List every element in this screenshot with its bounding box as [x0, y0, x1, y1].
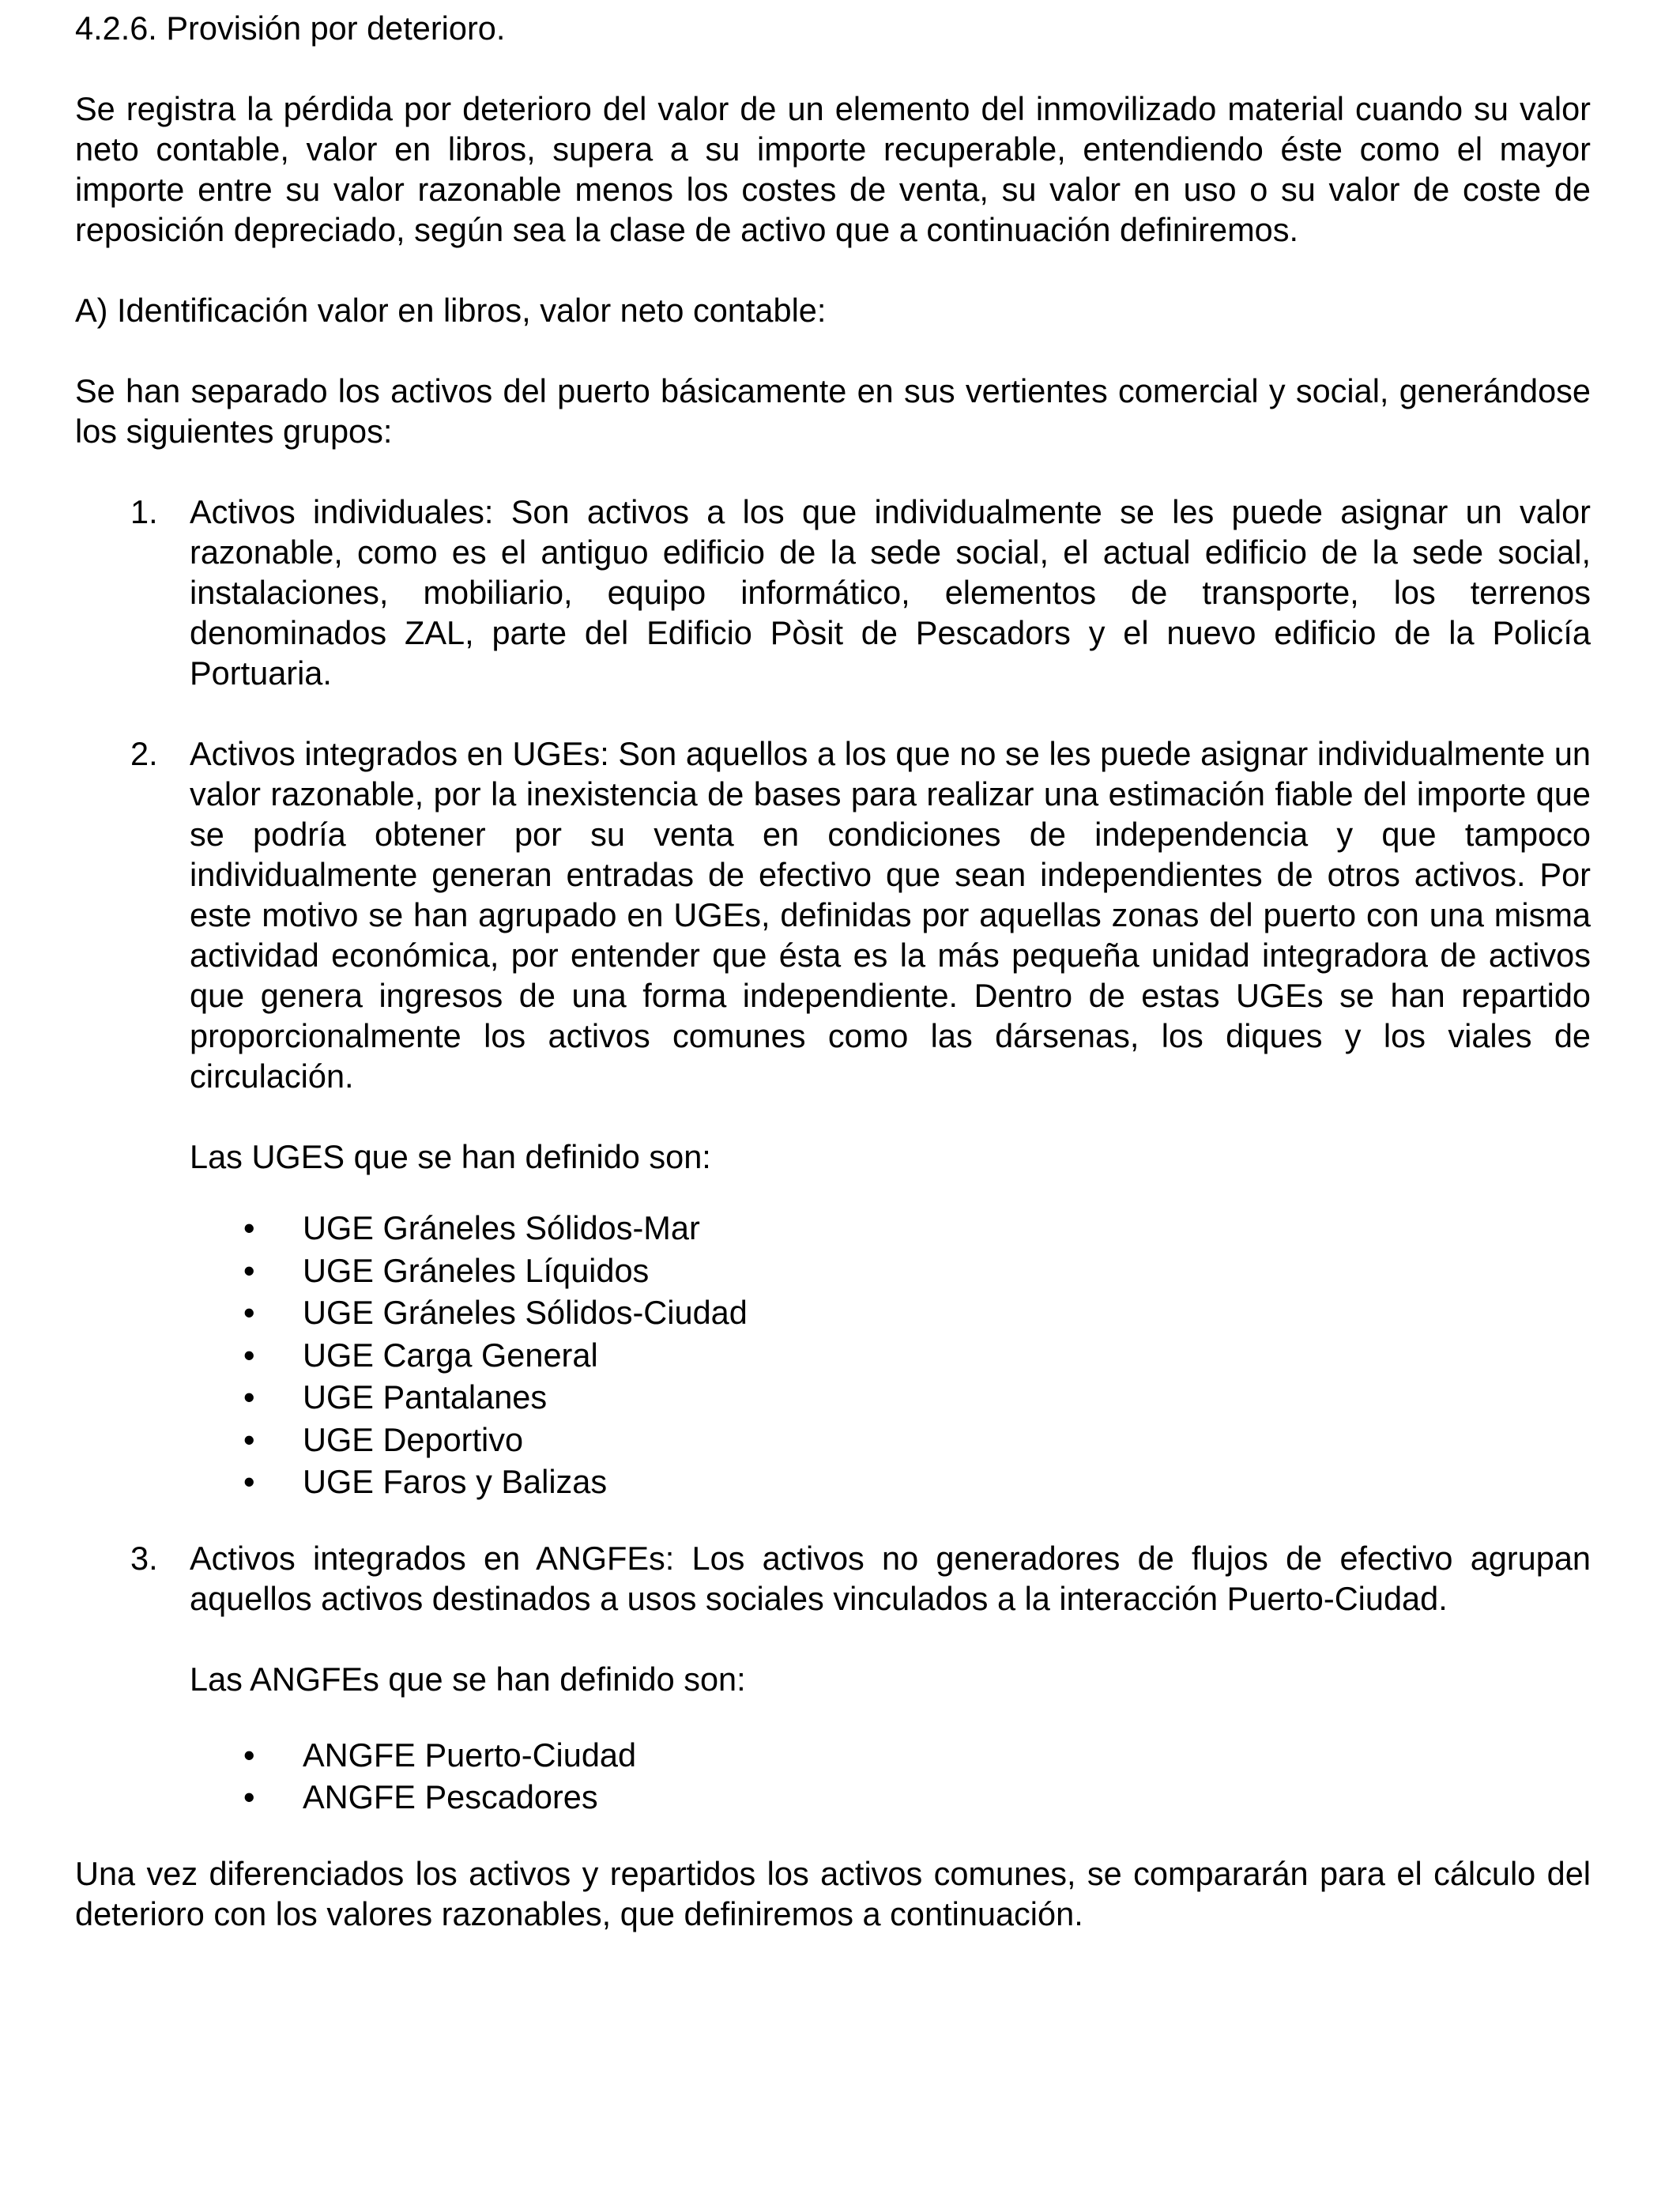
- list-item: [75, 1419, 1591, 1461]
- bullet-icon: •: [243, 1778, 255, 1815]
- bullet-text: ANGFE Puerto-Ciudad: [303, 1736, 637, 1774]
- item-number: 1.: [130, 493, 158, 530]
- bullet-text: UGE Gráneles Sólidos-Mar: [303, 1209, 700, 1246]
- bullet-icon: •: [243, 1294, 255, 1331]
- closing-paragraph: Una vez diferenciados los activos y repartidos los activos comunes, se compararán para el cálculo del deterioro con los valores razonables, que definiremos a continuación.: [75, 1854, 1591, 1932]
- list-item-1: [75, 492, 1591, 693]
- list-item: [75, 1291, 1591, 1334]
- document-page: [75, 8, 1591, 1934]
- spacer: [75, 451, 1591, 492]
- list-item-3: [75, 1538, 1591, 1619]
- section-title: 4.2.6. Provisión por deterioro.: [75, 9, 506, 47]
- item-text: Activos integrados en UGEs: Son aquellos a los que no se les puede asignar individualmente un valor razonable, por la inexistencia de bases para realizar una estimación fiable del importe que se podría obtener por su venta en condiciones de independencia y que tampoco individualmente generan entradas de efectivo que sean independientes de otros activos. Por este motivo se han agrupado en UGEs, definidas por aquellas zonas del puerto con una misma actividad económica, por entender que ésta es la más pequeña unidad integradora de activos que genera ingresos de una forma independiente. Dentro de estas UGEs se han repartido proporcionalmente los activos comunes como las dársenas, los diques y los viales de circulación.: [190, 735, 1591, 1095]
- spacer: [75, 1503, 1591, 1538]
- list-item: [75, 1734, 1591, 1777]
- subheading-a: A) Identificación valor en libros, valor neto contable:: [75, 292, 827, 329]
- angfe-bullet-list: [75, 1734, 1591, 1819]
- spacer: [75, 250, 1591, 290]
- bullet-icon: •: [243, 1463, 255, 1500]
- uges-intro: Las UGES que se han definido son:: [190, 1138, 711, 1175]
- spacer: [75, 1619, 1591, 1659]
- item-number: 2.: [130, 735, 158, 772]
- bullet-icon: •: [243, 1251, 255, 1289]
- angfes-intro: Las ANGFEs que se han definido son:: [190, 1660, 746, 1698]
- groups-intro-paragraph: Se han separado los activos del puerto básicamente en sus vertientes comercial y social, generándose los siguientes grupos:: [75, 372, 1591, 450]
- bullet-icon: •: [243, 1378, 255, 1416]
- list-item: [75, 1461, 1591, 1503]
- bullet-icon: •: [243, 1736, 255, 1774]
- bullet-icon: •: [243, 1420, 255, 1458]
- bullet-text: UGE Pantalanes: [303, 1378, 548, 1416]
- bullet-text: ANGFE Pescadores: [303, 1778, 598, 1815]
- item-text: Activos integrados en ANGFEs: Los activos no generadores de flujos de efectivo agrupan aquellos activos destinados a usos sociales vinculados a la interacción Puerto-Ciudad.: [190, 1539, 1591, 1617]
- spacer: [75, 693, 1591, 733]
- bullet-text: UGE Gráneles Sólidos-Ciudad: [303, 1294, 748, 1331]
- spacer: [75, 330, 1591, 371]
- list-item: [75, 1334, 1591, 1377]
- bullet-text: UGE Gráneles Líquidos: [303, 1251, 650, 1289]
- bullet-text: UGE Deportivo: [303, 1420, 524, 1458]
- spacer: [75, 1096, 1591, 1137]
- list-item: [75, 1207, 1591, 1250]
- list-item: [75, 1376, 1591, 1419]
- list-item: [75, 1776, 1591, 1819]
- list-item: [75, 1250, 1591, 1292]
- spacer: [75, 1177, 1591, 1207]
- item-number: 3.: [130, 1539, 158, 1577]
- bullet-text: UGE Faros y Balizas: [303, 1463, 608, 1500]
- list-item-2: [75, 733, 1591, 1096]
- uge-bullet-list: [75, 1207, 1591, 1503]
- bullet-icon: •: [243, 1336, 255, 1374]
- intro-paragraph: Se registra la pérdida por deterioro del valor de un elemento del inmovilizado material cuando su valor neto contable, valor en libros, supera a su importe recuperable, entendiendo éste como el mayor importe entre su valor razonable menos los costes de venta, su valor en uso o su valor de coste de reposición depreciado, según sea la clase de activo que a continuación definiremos.: [75, 90, 1591, 248]
- bullet-icon: •: [243, 1209, 255, 1246]
- spacer: [75, 1819, 1591, 1853]
- item-text: Activos individuales: Son activos a los que individualmente se les puede asignar un valor razonable, como es el antiguo edificio de la sede social, el actual edificio de la sede social, instalaciones, mobiliario, equipo informático, elementos de transporte, los terrenos denominados ZAL, parte del Edificio Pòsit de Pescadors y el nuevo edificio de la Policía Portuaria.: [190, 493, 1591, 692]
- spacer: [75, 1699, 1591, 1734]
- spacer: [75, 48, 1591, 89]
- bullet-text: UGE Carga General: [303, 1336, 598, 1374]
